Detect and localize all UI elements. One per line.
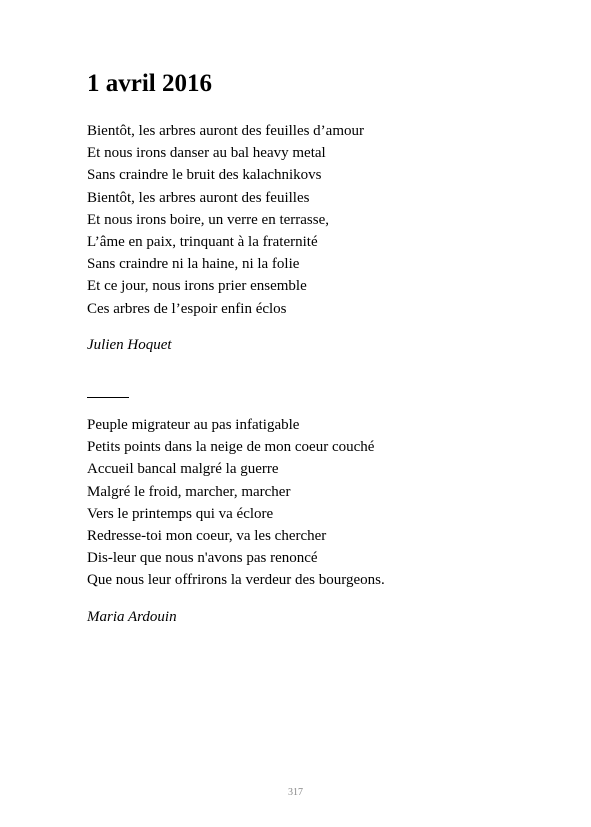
poem-line: Que nous leur offrirons la verdeur des bourgeons.	[87, 572, 385, 589]
poem-line: Sans craindre le bruit des kalachnikovs	[87, 167, 322, 184]
section-separator	[87, 397, 129, 398]
page-number: 317	[288, 787, 303, 798]
poem-line: Redresse-toi mon coeur, va les chercher	[87, 527, 327, 544]
poem-line: Accueil bancal malgré la guerre	[87, 461, 279, 478]
poem-line: Et nous irons danser au bal heavy metal	[87, 145, 326, 162]
poem-line: L’âme en paix, trinquant à la fraternité	[87, 233, 318, 250]
poem-line: Malgré le froid, marcher, marcher	[87, 483, 291, 500]
poem-line: Et ce jour, nous irons prier ensemble	[87, 278, 307, 295]
poem-line: Bientôt, les arbres auront des feuilles	[87, 189, 310, 206]
poem-line: Vers le printemps qui va éclore	[87, 505, 274, 522]
poem-line: Petits points dans la neige de mon coeur couché	[87, 439, 375, 456]
poem-line: Ces arbres de l’espoir enfin éclos	[87, 300, 287, 317]
poem-line: Et nous irons boire, un verre en terrasse,	[87, 211, 330, 228]
page-title: 1 avril 2016	[87, 70, 212, 97]
poem-author: Julien Hoquet	[87, 337, 172, 353]
poem-line: Sans craindre ni la haine, ni la folie	[87, 256, 300, 273]
poem-author: Maria Ardouin	[87, 609, 177, 625]
poem-line: Dis-leur que nous n'avons pas renoncé	[87, 550, 318, 567]
poem-maria-ardouin	[87, 414, 385, 592]
poem-line: Peuple migrateur au pas infatigable	[87, 417, 300, 433]
poem-line: Bientôt, les arbres auront des feuilles d’amour	[87, 123, 365, 139]
poem-julien-hoquet	[87, 120, 364, 320]
